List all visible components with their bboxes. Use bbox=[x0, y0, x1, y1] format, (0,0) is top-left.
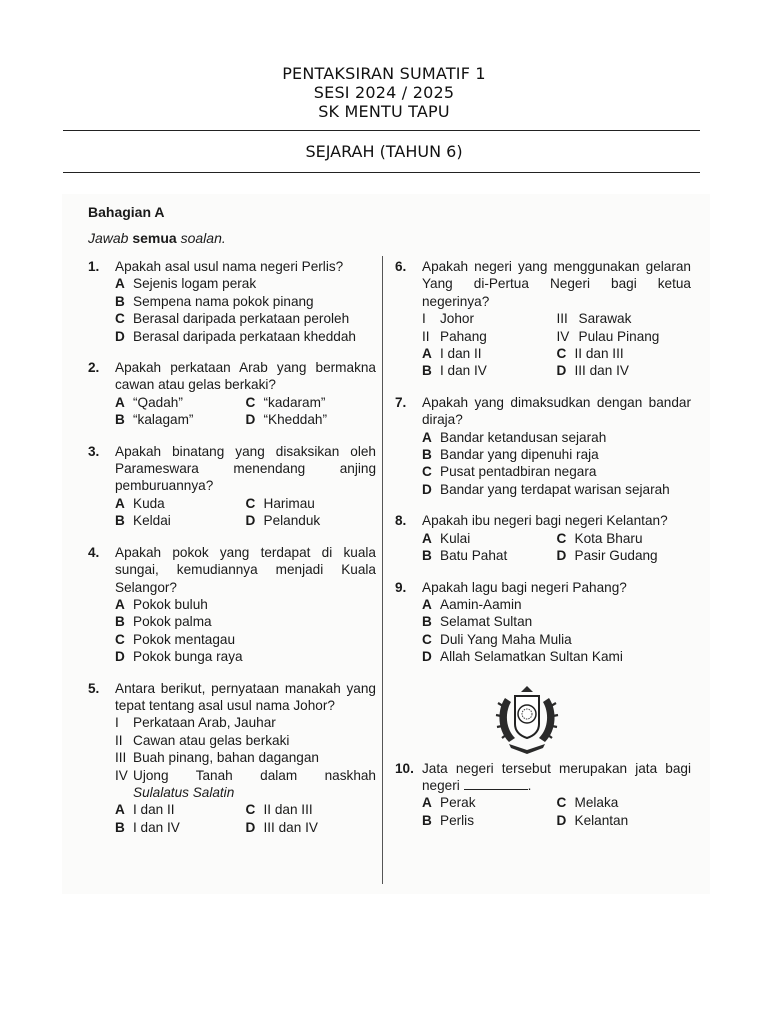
option-cell bbox=[557, 794, 692, 811]
option-row bbox=[115, 631, 376, 648]
option-label: B bbox=[115, 614, 125, 630]
statement-row bbox=[115, 767, 376, 784]
instruction-post: soalan. bbox=[180, 230, 226, 246]
option-cell bbox=[246, 495, 377, 512]
statement-text: Buah pinang, bahan dagangan bbox=[133, 750, 319, 766]
option-text: “Qadah” bbox=[133, 394, 183, 410]
option-text: Aamin-Aamin bbox=[440, 596, 522, 612]
question-text: Apakah binatang yang disaksikan oleh Parameswara menendang anjing pemburuannya? bbox=[115, 443, 376, 494]
question-5 bbox=[88, 680, 376, 837]
question-number: 3. bbox=[88, 443, 100, 459]
right-column bbox=[395, 258, 691, 843]
left-column bbox=[88, 258, 376, 850]
statement-cell bbox=[557, 310, 692, 327]
option-cell bbox=[557, 345, 692, 362]
question-6 bbox=[395, 258, 691, 380]
question-text: Apakah lagu bagi negeri Pahang? bbox=[422, 579, 627, 595]
option-row bbox=[115, 310, 376, 327]
question-text: Apakah yang dimaksudkan dengan bandar diraja? bbox=[422, 394, 691, 428]
option-grid bbox=[422, 530, 691, 565]
option-text: Melaka bbox=[574, 795, 619, 811]
option-label: D bbox=[556, 363, 567, 379]
option-label: B bbox=[422, 447, 432, 463]
option-row bbox=[422, 463, 691, 480]
question-text: Apakah ibu negeri bagi negeri Kelantan? bbox=[422, 513, 668, 529]
question-4 bbox=[88, 544, 376, 666]
question-number: 2. bbox=[88, 360, 100, 376]
question-number: 8. bbox=[395, 513, 407, 529]
statement-label: I bbox=[115, 715, 119, 731]
option-text: Duli Yang Maha Mulia bbox=[440, 631, 572, 647]
option-cell bbox=[246, 394, 377, 411]
option-label: A bbox=[422, 530, 432, 546]
option-row bbox=[422, 429, 691, 446]
question-sheet bbox=[62, 194, 710, 894]
option-label: D bbox=[115, 649, 125, 665]
statement-row bbox=[115, 732, 376, 749]
option-cell bbox=[246, 801, 377, 818]
section-instruction bbox=[88, 230, 226, 246]
option-text: Pelanduk bbox=[263, 513, 321, 529]
option-grid bbox=[422, 794, 691, 829]
question-text: Apakah negeri yang menggunakan gelaran Yang di-Pertua Negeri bagi ketua negerinya? bbox=[422, 259, 691, 309]
option-grid bbox=[115, 495, 376, 530]
question-number: 7. bbox=[395, 394, 407, 410]
option-cell bbox=[422, 812, 557, 829]
option-label: B bbox=[115, 819, 125, 835]
option-text: Pusat pentadbiran negara bbox=[440, 464, 597, 480]
question-text: Apakah perkataan Arab yang bermakna cawan atau gelas berkaki? bbox=[115, 360, 376, 393]
option-text: Kulai bbox=[440, 530, 471, 546]
option-row bbox=[422, 481, 691, 498]
header-rule-top bbox=[63, 130, 700, 131]
question-9 bbox=[395, 579, 691, 666]
option-label: C bbox=[245, 802, 256, 818]
option-cell bbox=[422, 530, 557, 547]
option-label: D bbox=[245, 513, 256, 529]
option-label: C bbox=[245, 495, 256, 511]
option-label: A bbox=[115, 495, 125, 511]
option-cell bbox=[422, 547, 557, 564]
option-cell bbox=[557, 812, 692, 829]
option-text: Kota Bharu bbox=[574, 530, 643, 546]
option-label: D bbox=[556, 812, 567, 828]
option-label: C bbox=[245, 394, 256, 410]
option-cell bbox=[115, 512, 246, 529]
option-text: Selamat Sultan bbox=[440, 614, 533, 630]
state-crest-icon bbox=[495, 680, 559, 756]
option-label: D bbox=[422, 481, 432, 497]
option-row bbox=[422, 648, 691, 665]
question-text-post: . bbox=[527, 777, 532, 793]
option-label: B bbox=[422, 614, 432, 630]
option-label: A bbox=[115, 802, 125, 818]
statement-label: I bbox=[422, 311, 426, 327]
question-text: Apakah asal usul nama negeri Perlis? bbox=[115, 259, 344, 274]
statement-label: IV bbox=[115, 767, 128, 783]
option-text: “kadaram” bbox=[263, 394, 326, 410]
statement-cell bbox=[422, 328, 557, 345]
option-cell bbox=[557, 530, 692, 547]
statement-cell bbox=[422, 310, 557, 327]
statement-cell bbox=[557, 328, 692, 345]
option-label: D bbox=[245, 412, 256, 428]
option-text: Pokok palma bbox=[133, 614, 212, 630]
option-text: Bandar yang terdapat warisan sejarah bbox=[440, 481, 670, 497]
option-label: D bbox=[556, 548, 567, 564]
option-text: I dan IV bbox=[133, 819, 180, 835]
option-text: “kalagam” bbox=[133, 412, 194, 428]
option-cell bbox=[246, 512, 377, 529]
question-text: Antara berikut, pernyataan manakah yang tepat tentang asal usul nama Johor? bbox=[115, 680, 376, 713]
option-text: Pokok bunga raya bbox=[133, 649, 243, 665]
option-label: C bbox=[422, 464, 432, 480]
question-number: 9. bbox=[395, 579, 407, 595]
option-label: A bbox=[422, 596, 432, 612]
question-number: 6. bbox=[395, 259, 407, 274]
option-cell bbox=[422, 345, 557, 362]
question-text: Apakah pokok yang terdapat di kuala sungai, kemudiannya menjadi Kuala Selangor? bbox=[115, 544, 376, 595]
option-cell bbox=[115, 394, 246, 411]
statement-grid bbox=[422, 310, 691, 345]
option-text: Pasir Gudang bbox=[574, 548, 658, 564]
option-row bbox=[422, 631, 691, 648]
option-text: Pokok mentagau bbox=[133, 631, 236, 647]
statement-label: II bbox=[115, 732, 123, 748]
question-number: 1. bbox=[88, 259, 100, 274]
option-label: D bbox=[245, 819, 256, 835]
option-grid bbox=[115, 394, 376, 429]
option-row bbox=[422, 613, 691, 630]
option-text: Perak bbox=[440, 795, 476, 811]
statement-row bbox=[115, 749, 376, 766]
question-7 bbox=[395, 394, 691, 498]
question-1 bbox=[88, 258, 376, 345]
option-text: I dan II bbox=[133, 802, 175, 818]
statement-text: Cawan atau gelas berkaki bbox=[133, 732, 290, 748]
option-label: B bbox=[422, 812, 432, 828]
option-label: C bbox=[556, 795, 567, 811]
statement-label: III bbox=[115, 750, 127, 766]
option-text: Sempena nama pokok pinang bbox=[133, 293, 314, 309]
instruction-pre: Jawab bbox=[88, 230, 129, 246]
option-text: II dan III bbox=[574, 346, 624, 362]
option-text: I dan II bbox=[440, 346, 482, 362]
statement-text: Perkataan Arab, Jauhar bbox=[133, 715, 276, 731]
option-label: B bbox=[422, 363, 432, 379]
option-text: Pokok buluh bbox=[133, 596, 208, 612]
option-label: C bbox=[556, 530, 567, 546]
question-2 bbox=[88, 359, 376, 429]
option-label: B bbox=[115, 513, 125, 529]
statement-label: II bbox=[422, 328, 430, 344]
option-label: A bbox=[422, 346, 432, 362]
option-text: III dan IV bbox=[574, 363, 629, 379]
option-cell bbox=[422, 794, 557, 811]
option-row bbox=[115, 596, 376, 613]
statement-text: Pahang bbox=[440, 328, 487, 344]
option-text: Berasal daripada perkataan peroleh bbox=[133, 311, 350, 327]
option-row bbox=[115, 648, 376, 665]
question-text-pre: Jata negeri tersebut merupakan jata bagi negeri bbox=[422, 760, 691, 793]
option-text: Berasal daripada perkataan kheddah bbox=[133, 328, 356, 344]
option-row bbox=[115, 328, 376, 345]
section-title: Bahagian A bbox=[88, 204, 165, 220]
option-label: A bbox=[422, 795, 432, 811]
option-label: A bbox=[115, 596, 125, 612]
option-cell bbox=[115, 801, 246, 818]
option-label: B bbox=[422, 548, 432, 564]
answer-blank bbox=[464, 777, 528, 790]
school-name: SK MENTU TAPU bbox=[318, 102, 450, 121]
option-text: Batu Pahat bbox=[440, 548, 508, 564]
option-cell bbox=[422, 362, 557, 379]
statement-text: Johor bbox=[440, 311, 475, 327]
option-label: C bbox=[115, 311, 125, 327]
exam-session: SESI 2024 / 2025 bbox=[313, 83, 455, 102]
option-row bbox=[422, 446, 691, 463]
exam-title: PENTAKSIRAN SUMATIF 1 bbox=[282, 64, 486, 83]
option-label: C bbox=[556, 346, 567, 362]
statement-row bbox=[115, 714, 376, 731]
instruction-bold: semua bbox=[132, 230, 177, 246]
question-10 bbox=[395, 760, 691, 830]
option-text: Bandar yang dipenuhi raja bbox=[440, 447, 599, 463]
option-text: Kelantan bbox=[574, 812, 629, 828]
option-label: B bbox=[115, 412, 125, 428]
option-label: D bbox=[422, 649, 432, 665]
header-rule-bottom bbox=[63, 172, 700, 173]
exam-header bbox=[0, 64, 768, 121]
question-8 bbox=[395, 512, 691, 564]
option-text: Sejenis logam perak bbox=[133, 276, 257, 292]
option-label: B bbox=[115, 293, 125, 309]
option-label: A bbox=[115, 276, 125, 292]
option-row bbox=[115, 293, 376, 310]
option-label: A bbox=[422, 429, 432, 445]
option-text: III dan IV bbox=[263, 819, 318, 835]
question-number: 5. bbox=[88, 680, 100, 696]
option-cell bbox=[115, 495, 246, 512]
option-grid bbox=[422, 345, 691, 380]
option-row bbox=[115, 613, 376, 630]
question-3 bbox=[88, 443, 376, 530]
option-label: A bbox=[115, 394, 125, 410]
option-text: “Kheddah” bbox=[263, 412, 327, 428]
option-text: Perlis bbox=[440, 812, 474, 828]
statement-label: IV bbox=[556, 328, 570, 344]
option-text: Bandar ketandusan sejarah bbox=[440, 429, 607, 445]
statement-text: Ujong Tanah dalam naskhah bbox=[133, 767, 376, 783]
option-text: Harimau bbox=[263, 495, 315, 511]
option-label: D bbox=[115, 328, 125, 344]
option-cell bbox=[557, 362, 692, 379]
statement-text: Pulau Pinang bbox=[578, 328, 660, 344]
option-text: Kuda bbox=[133, 495, 165, 511]
option-cell bbox=[246, 819, 377, 836]
option-cell bbox=[557, 547, 692, 564]
statement-text: Sarawak bbox=[578, 311, 632, 327]
option-text: Allah Selamatkan Sultan Kami bbox=[440, 649, 623, 665]
option-row bbox=[422, 596, 691, 613]
option-label: C bbox=[115, 631, 125, 647]
option-cell bbox=[115, 819, 246, 836]
question-text bbox=[422, 760, 691, 795]
statement-label: III bbox=[556, 311, 568, 327]
option-cell bbox=[246, 411, 377, 428]
subject-title: SEJARAH (TAHUN 6) bbox=[305, 142, 463, 161]
column-divider bbox=[382, 256, 383, 884]
question-number: 4. bbox=[88, 544, 100, 560]
option-label: C bbox=[422, 631, 432, 647]
option-row bbox=[115, 275, 376, 292]
option-text: I dan IV bbox=[440, 363, 487, 379]
statement-continuation: Sulalatus Salatin bbox=[133, 784, 235, 800]
question-number: 10. bbox=[395, 760, 414, 776]
option-text: II dan III bbox=[263, 802, 313, 818]
option-grid bbox=[115, 801, 376, 836]
option-cell bbox=[115, 411, 246, 428]
option-text: Keldai bbox=[133, 513, 171, 529]
